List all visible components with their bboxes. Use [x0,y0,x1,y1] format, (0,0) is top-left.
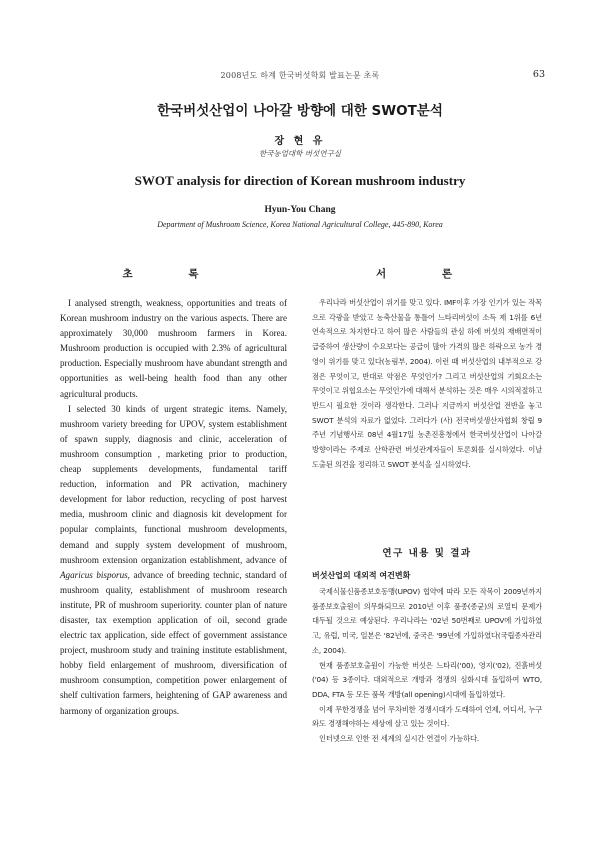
abstract-paragraph [60,402,287,719]
results-heading: 연구 내용 및 결과 [382,548,472,559]
results-paragraph: 이제 무한경쟁을 넘어 무차비한 경쟁시대가 도래하여 언제, 어디서, 누구와도 경쟁해야하는 세상에 살고 있는 것이다. [312,704,542,729]
abstract-paragraph: I analysed strength, weakness, opportunities and treats of Korean mushroom industry on the various aspects. There are approximately 30,000 mushroom farmers in Korea. Mushroom production is occupied with 2.3% of agricultural production. Especially mushroom have abundant strength and opportunities as well-being health food than any other agricultural products. [60,298,287,399]
abstract-paragraph-text: I selected 30 kinds of urgent strategic items. Namely, mushroom variety breeding for UPOV, system establishment of spawn supply, diagnosis and clinic, acceleration of mushroom consumption , marketing prior to production, cheap supplements developments, fundamental tariff reduction, information and PR activation, machinery development for labor reduction, recycling of post harvest media, mushroom clinic and diagnosis kit development for popular complaints, functional mushroom developments, demand and supply system development of mushroom, mushroom extension organization establishment, advance of [60,403,287,565]
paper-title-korean: 한국버섯산업이 나아갈 방향에 대한 SWOT분석 [157,103,443,119]
paper-title-english: SWOT analysis for direction of Korean mushroom industry [134,173,466,188]
results-paragraph: 인터넷으로 인한 전 세계의 실시간 연결이 가능하다. [319,734,480,744]
results-subheading: 버섯산업의 대외적 여건변화 [312,571,411,580]
page-number: 63 [532,69,545,80]
running-title: 2008년도 하계 한국버섯학회 발표논문 초록 [220,71,380,80]
author-english: Hyun-You Chang [264,205,336,215]
affiliation-english: Department of Mushroom Science, Korea National Agricultural College, 445-890, Korea [157,220,443,229]
abstract-heading: 초 록 [122,268,225,280]
results-body [312,585,542,747]
results-paragraph: 현재 품종보호출원이 가능한 버섯은 느타리('00), 영지('02), 진흙버섯('04) 등 3종이다. 대외적으로 개방과 경쟁의 심화시대 돌입하여 WTO, DDA, FTA 등 모든 품목 개방(all opening)시대에 돌입하였다. [312,660,542,699]
author-korean: 장 현 유 [274,136,326,147]
abstract-body [60,296,287,719]
introduction-body [312,296,542,472]
introduction-paragraph: 우리나라 버섯산업이 위기를 맞고 있다. IMF이후 가장 인기가 있는 작목으로 각광을 받았고 농축산물을 통틀어 느타리버섯이 소득 제 1위를 6년 연속적으로 차지한다고 하여 많은 사람들의 관심 하에 버섯의 재배면적이 급증하여 생산량이 수요보다는 공급이 많아 가격의 많은 하락으로 농가 경영이 위기를 맞고 있다(농림부, 2004). 이런 때 버섯산업의 내부적으로 강점은 무엇이고, 반대로 약점은 무엇인가? 그리고 버섯산업의 기회요소는 무엇이고 위협요소는 무엇인가에 대해서 분석하는 것은 매우 시의적절하고 반드시 필요한 것이라 생각한다. 그러나 지금까지 버섯산업 전반을 놓고 SWOT 분석의 자료가 없었다. 그러다가 (사) 전국버섯생산자협회 창립 9주년 기념행사로 08년 4월17일 농촌진흥청에서 한국버섯산업이 나아갈 방향이라는 주제로 산학관련 버섯관계자들이 토론회를 실시하였다. 이날 도출된 의견을 정리하고 SWOT 분석을 실시하였다. [312,298,542,469]
running-header [0,70,600,84]
introduction-heading: 서 론 [376,268,478,280]
abstract-paragraph-tail: , advance of breeding technic, standard of mushroom quality, establishment of mushroom research institute, PR of mushroom superiority. counter plan of nature disaster, tax exemption application of oil, second grade electric tax application, side effect of government assistance project, mushroom study and training institute establishment, hobby field enlargement of mushroom, diversification of mushroom consumption, competition power enlargement of shelf cultivation farmers, heightening of GAP awareness and harmony of organization groups. [60,569,287,716]
affiliation-korean: 한국농업대학 버섯연구실 [258,149,342,158]
results-paragraph: 국제식물신품종보호동맹(UPOV) 협약에 따라 모든 작목이 2009년까지 품종보호출원이 의무화되므로 2010년 이후 품종(종균)의 로열티 문제가 대두될 것으로 예상된다. 우리나라는 '02년 50번째로 UPOV에 가입하였고, 유럽, 미국, 일본은 '82년에, 중국은 '99년에 가입하였다(국립종자관리소, 2004). [312,587,542,655]
species-name: Agaricus bisporus [60,569,128,580]
